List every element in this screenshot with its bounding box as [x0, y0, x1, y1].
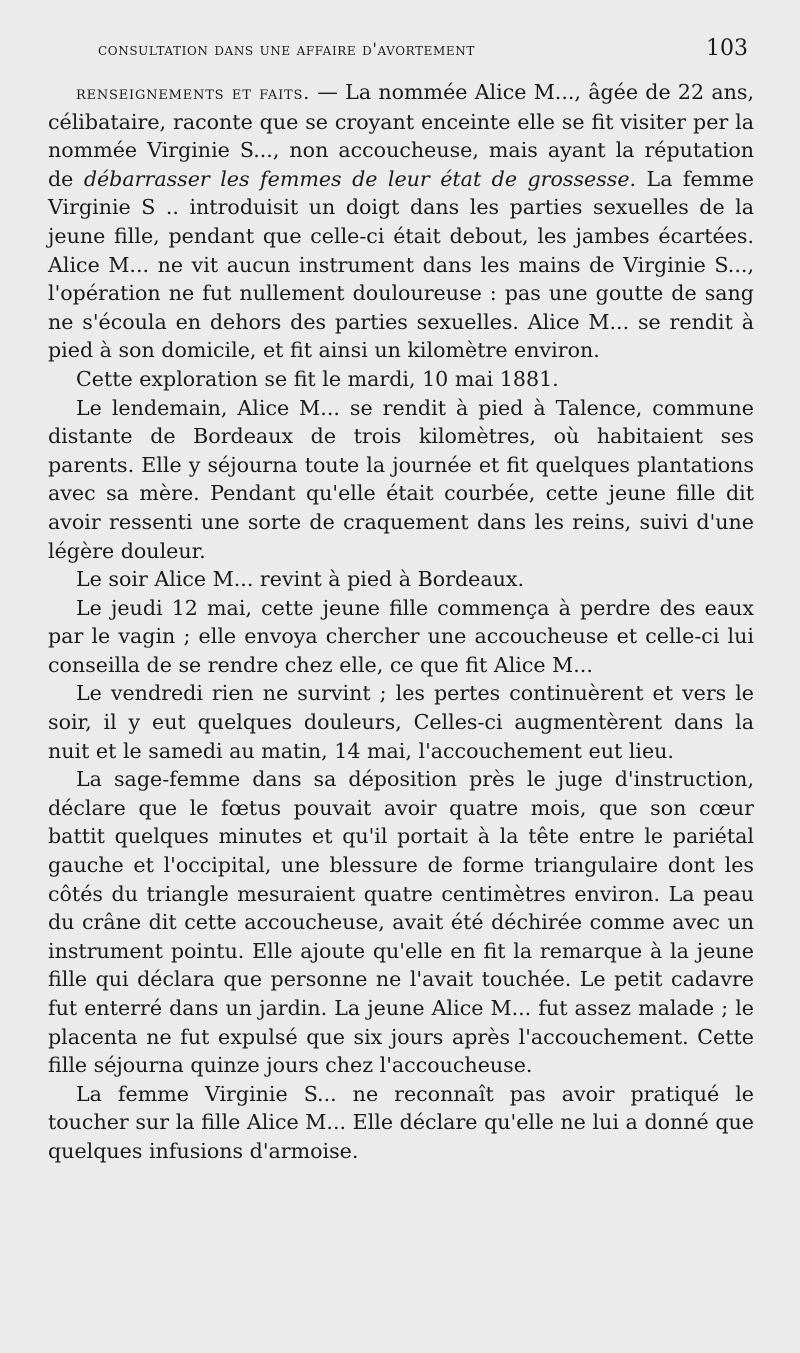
- paragraph: Le jeudi 12 mai, cette jeune fille commença à perdre des eaux par le vagin ; elle envoya chercher une accoucheuse et celle-ci lui conseilla de se rendre chez elle, ce que fit Alice M...: [48, 595, 754, 677]
- running-title: consultation dans une affaire d'avortement: [98, 40, 475, 59]
- page-number: 103: [706, 36, 748, 61]
- paragraph: La femme Virginie S... ne reconnaît pas avoir pratiqué le toucher sur la fille Alice M... Elle déclare qu'elle ne lui a donné que quelques infusions d'armoise.: [48, 1081, 754, 1163]
- italic-phrase: débarrasser les femmes de leur état de grossesse.: [83, 166, 637, 191]
- running-head: [98, 36, 748, 66]
- section-dash: —: [310, 80, 346, 104]
- body-text: [48, 78, 754, 1166]
- paragraph-renseignements: [48, 78, 754, 365]
- section-lead: renseignements et faits.: [76, 82, 311, 104]
- paragraph: Le lendemain, Alice M... se rendit à pied à Talence, commune distante de Bordeaux de trois kilomètres, où habitaient ses parents. Elle y séjourna toute la journée et fit quelques plantations avec sa mère. Pendant qu'elle était courbée, cette jeune fille dit avoir ressenti une sorte de craquement dans les reins, suivi d'une légère douleur.: [48, 395, 754, 563]
- paragraph-text: La nommée Alice M..., âgée de 22 ans, célibataire, raconte que se croyant enceinte elle se fit visiter per la nommée Virginie S..., non accoucheuse, mais ayant la réputation de: [48, 80, 755, 191]
- paragraph: Cette exploration se fit le mardi, 10 mai 1881.: [76, 366, 559, 391]
- paragraph-text: La femme Virginie S .. introduisit un doigt dans les parties sexuelles de la jeune fille, pendant que celle-ci était debout, les jambes écartées. Alice M... ne vit aucun instrument dans les mains de Virginie S..., l'opération ne fut nullement douloureuse : pas une goutte de sang ne s'écoula en dehors des parties sexuelles. Alice M... se rendit à pied à son domicile, et fit ainsi un kilomètre environ.: [48, 166, 754, 363]
- paragraph: Le soir Alice M... revint à pied à Bordeaux.: [76, 567, 525, 592]
- paragraph: Le vendredi rien ne survint ; les pertes continuèrent et vers le soir, il y eut quelques douleurs, Celles-ci augmentèrent dans la nuit et le samedi au matin, 14 mai, l'accouchement eut lieu.: [48, 681, 754, 763]
- paragraph: La sage-femme dans sa déposition près le juge d'instruction, déclare que le fœtus pouvait avoir quatre mois, que son cœur battit quelques minutes et qu'il portait à la tête entre le pariétal gauche et l'occipital, une blessure de forme triangulaire dont les côtés du triangle mesuraient quatre centimètres environ. La peau du crâne dit cette accoucheuse, avait été déchirée comme avec un instrument pointu. Elle ajoute qu'elle en fit la remarque à la jeune fille qui déclara que personne ne l'avait touchée. Le petit cadavre fut enterré dans un jardin. La jeune Alice M... fut assez malade ; le placenta ne fut expulsé que six jours après l'accouchement. Cette fille séjourna quinze jours chez l'accoucheuse.: [48, 767, 754, 1078]
